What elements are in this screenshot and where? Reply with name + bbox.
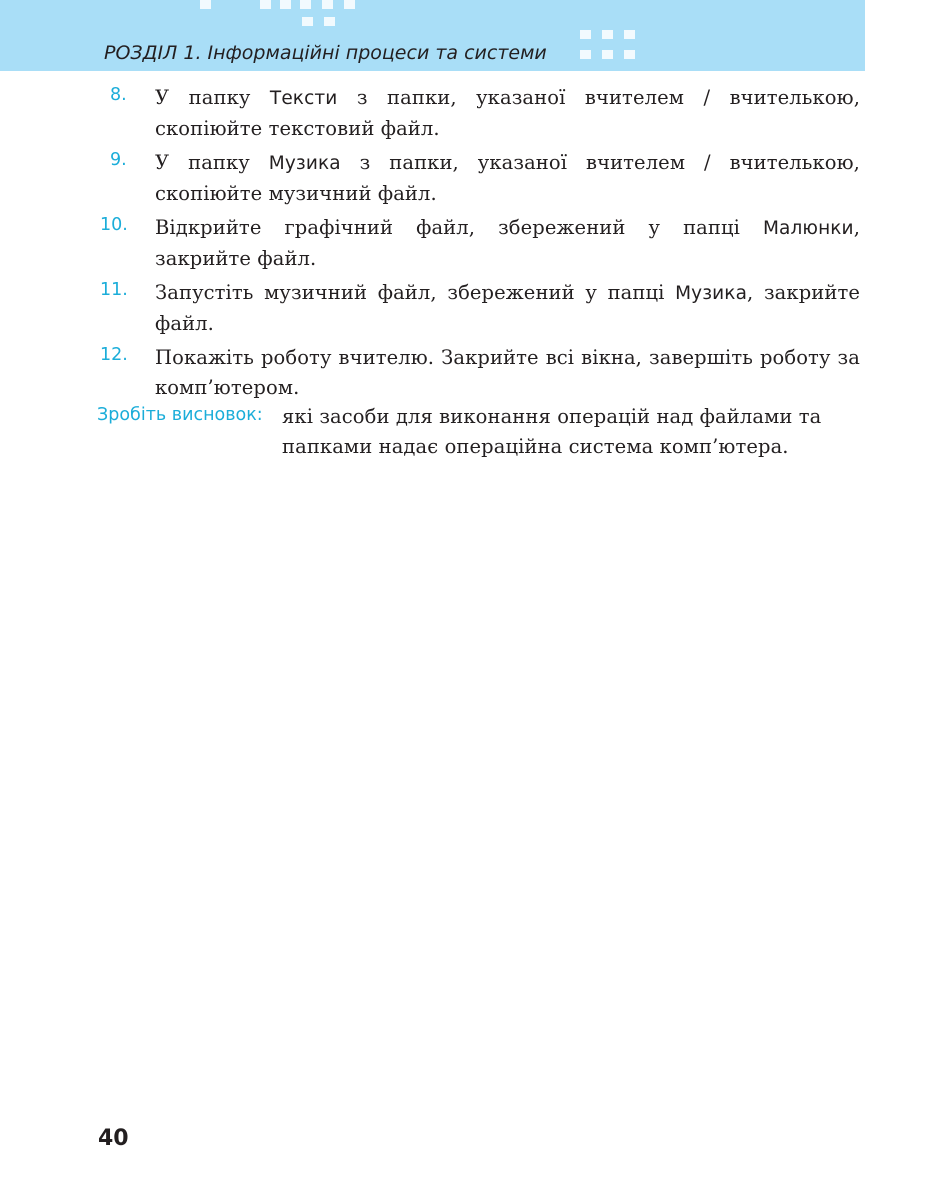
chapter-title: РОЗДІЛ 1. Інформаційні процеси та системи [104,42,547,64]
decorative-square [344,0,355,9]
folder-name: Музика [268,153,341,174]
decorative-square [280,0,291,9]
list-item [100,148,860,209]
decorative-square [322,0,333,9]
step-text: Запустіть музичний файл, збережений у папці Музика, закрийте файл. [155,281,861,335]
step-number: 12. [100,345,128,365]
decorative-square [200,0,211,9]
step-text: Відкрийте графічний файл, збережений у папці Малюнки, закрийте файл. [155,216,860,270]
decorative-square [580,30,591,39]
decorative-square [260,0,271,9]
step-number: 8. [110,85,127,105]
page-number: 40 [98,1126,129,1151]
step-number: 10. [100,215,128,235]
decorative-square [302,17,313,26]
decorative-square [580,50,591,59]
decorative-square [602,30,613,39]
list-item [100,213,860,274]
decorative-square [624,50,635,59]
folder-name: Тексти [269,88,338,109]
step-text: У папку Музика з папки, указаної вчителем / вчителькою, скопіюйте музичний файл. [155,151,860,205]
decorative-square [324,17,335,26]
list-item [100,83,860,144]
step-text: Покажіть роботу вчителю. Закрийте всі вікна, завершіть роботу за комп’ютером. [155,346,860,399]
folder-name: Малюнки [762,218,854,239]
decorative-square [624,30,635,39]
step-number: 11. [100,280,128,300]
conclusion-text: які засоби для виконання операцій над файлами та папками надає операційна система комп’ютера. [282,405,822,458]
step-number: 9. [110,150,127,170]
conclusion-block [97,402,862,462]
decorative-square [602,50,613,59]
folder-name: Музика [675,283,748,304]
conclusion-label: Зробіть висновок: [97,405,263,425]
list-item [100,278,860,339]
task-steps-list [100,83,860,407]
step-text: У папку Тексти з папки, указаної вчителем / вчителькою, скопіюйте текстовий файл. [155,86,860,140]
decorative-square [300,0,311,9]
list-item [100,343,860,403]
